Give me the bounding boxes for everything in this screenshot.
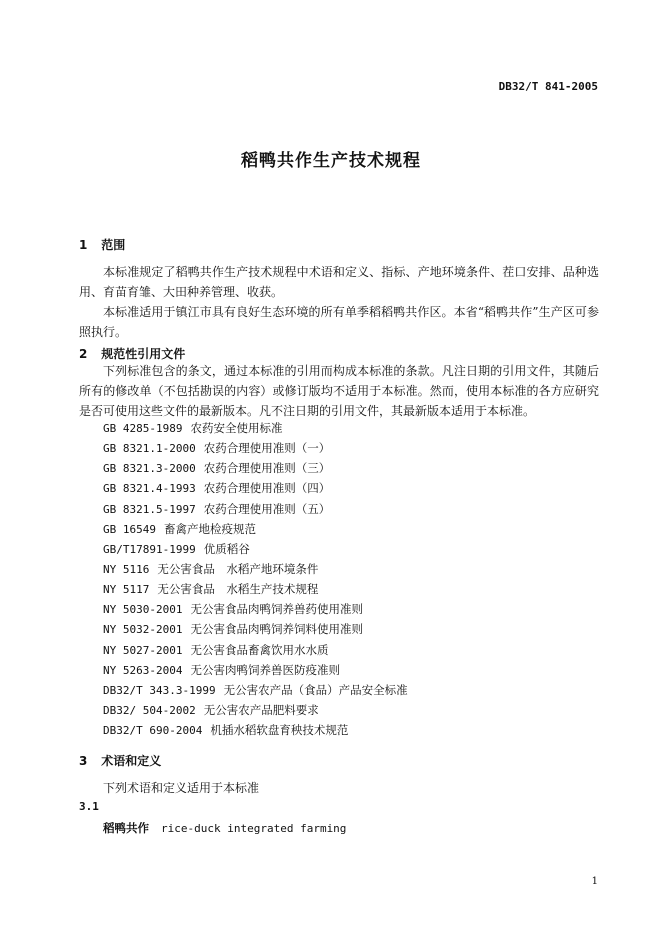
section-number: 3 xyxy=(79,754,88,768)
reference-item xyxy=(103,660,408,680)
reference-code: GB 8321.3-2000 xyxy=(103,462,196,476)
section-title: 术语和定义 xyxy=(101,754,162,768)
reference-title: 农药合理使用准则（三） xyxy=(203,461,331,476)
reference-item xyxy=(103,700,408,720)
reference-title: 机插水稻软盘育秧技术规范 xyxy=(210,723,349,738)
reference-code: GB/T17891-1999 xyxy=(103,542,196,556)
reference-item xyxy=(103,438,408,458)
reference-item xyxy=(103,519,408,539)
reference-title: 无公害食品畜禽饮用水水质 xyxy=(190,642,329,657)
reference-title: 优质稻谷 xyxy=(203,541,250,556)
section-1-paragraph-2: 本标准适用于镇江市具有良好生态环境的所有单季稻稻鸭共作区。本省“稻鸭共作”生产区可参照执行。 xyxy=(79,305,599,339)
section-2-heading xyxy=(79,345,185,362)
reference-code: GB 4285-1989 xyxy=(103,422,183,435)
section-1-paragraph-1: 本标准规定了稻鸭共作生产技术规程中术语和定义、指标、产地环境条件、茬口安排、品种选用、育苗育雏、大田种养管理、收获。 xyxy=(79,265,599,299)
reference-code: DB32/T 690-2004 xyxy=(103,724,203,738)
section-3-paragraph-1: 下列术语和定义适用于本标准 xyxy=(103,781,260,795)
reference-title: 无公害食品 水稻产地环境条件 xyxy=(157,561,319,576)
reference-title: 无公害食品肉鸭饲养饲料使用准则 xyxy=(190,622,363,637)
term-english: rice-duck integrated farming xyxy=(161,822,347,835)
reference-code: GB 8321.1-2000 xyxy=(103,442,196,456)
document-code: DB32/T 841-2005 xyxy=(498,80,598,93)
reference-item xyxy=(103,499,408,519)
document-title: 稻鸭共作生产技术规程 xyxy=(241,151,421,171)
reference-title: 无公害食品肉鸭饲养兽药使用准则 xyxy=(190,602,363,617)
reference-title: 畜禽产地检疫规范 xyxy=(163,521,256,536)
reference-item xyxy=(103,680,408,700)
reference-title: 农药合理使用准则（四） xyxy=(203,481,331,496)
reference-item xyxy=(103,539,408,559)
reference-item xyxy=(103,559,408,579)
reference-title: 无公害食品 水稻生产技术规程 xyxy=(157,582,319,597)
reference-code: DB32/T 343.3-1999 xyxy=(103,683,216,697)
reference-code: GB 8321.5-1997 xyxy=(103,502,196,516)
page-number: 1 xyxy=(591,876,598,887)
section-title: 规范性引用文件 xyxy=(101,347,186,361)
section-title: 范围 xyxy=(101,238,126,252)
reference-code: NY 5116 xyxy=(103,562,150,576)
reference-item xyxy=(103,599,408,619)
term-chinese: 稻鸭共作 xyxy=(103,821,149,835)
reference-item xyxy=(103,640,408,660)
section-3-heading xyxy=(79,752,161,769)
reference-title: 农药安全使用标准 xyxy=(190,421,283,435)
reference-code: GB 16549 xyxy=(103,522,156,536)
section-number: 2 xyxy=(79,347,88,361)
reference-code: DB32/ 504-2002 xyxy=(103,703,196,717)
reference-title: 无公害农产品（食品）产品安全标准 xyxy=(223,682,408,697)
reference-code: NY 5032-2001 xyxy=(103,623,183,637)
reference-title: 无公害农产品肥料要求 xyxy=(203,702,319,717)
section-1-heading xyxy=(79,236,125,253)
reference-item xyxy=(103,478,408,498)
subsection-number: 3.1 xyxy=(79,800,99,813)
reference-code: NY 5117 xyxy=(103,583,150,597)
reference-item xyxy=(103,458,408,478)
reference-code: GB 8321.4-1993 xyxy=(103,482,196,496)
reference-title: 农药合理使用准则（五） xyxy=(203,501,331,516)
reference-code: NY 5027-2001 xyxy=(103,643,183,657)
reference-code: NY 5263-2004 xyxy=(103,663,183,677)
reference-list xyxy=(103,418,408,740)
term-definition xyxy=(103,820,346,836)
reference-item xyxy=(103,720,408,740)
section-2-paragraph-1: 下列标准包含的条文，通过本标准的引用而构成本标准的条款。凡注日期的引用文件，其随后所有的修改单（不包括勘误的内容）或修订版均不适用于本标准。然而，使用本标准的各方应研究是否可使用这些文件的最新版本。凡不注日期的引用文件，其最新版本适用于本标准。 xyxy=(79,364,599,418)
section-number: 1 xyxy=(79,238,88,252)
reference-item xyxy=(103,619,408,639)
reference-code: NY 5030-2001 xyxy=(103,603,183,617)
reference-item xyxy=(103,579,408,599)
reference-title: 无公害肉鸭饲养兽医防疫准则 xyxy=(190,662,340,677)
reference-item xyxy=(103,418,408,438)
reference-title: 农药合理使用准则（一） xyxy=(203,441,331,456)
